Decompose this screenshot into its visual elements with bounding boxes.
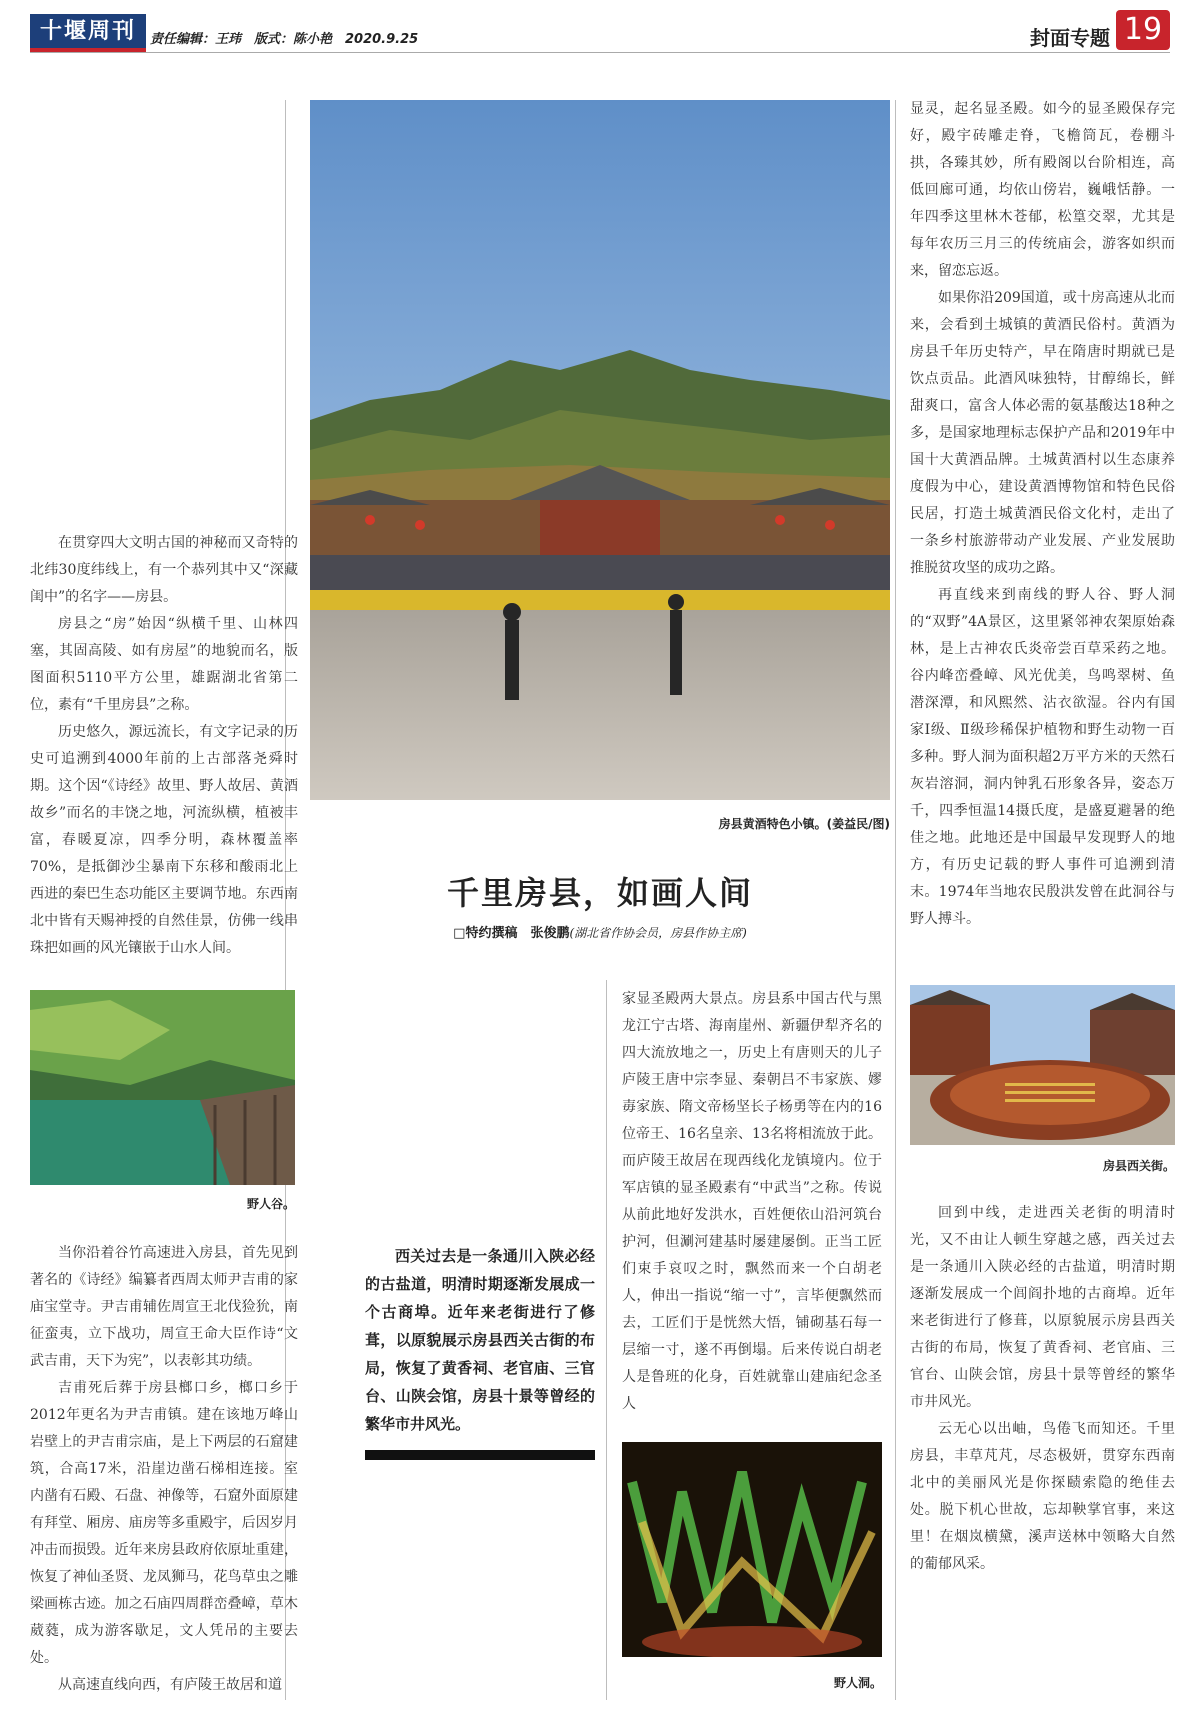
main-photo [310, 100, 890, 800]
paragraph: 历史悠久，源远流长，有文字记录的历史可追溯到4000年前的上古部落尧舜时期。这个因“《诗经》故里、野人故居、黄酒故乡”而名的丰饶之地，河流纵横，植被丰富，春暖夏凉，四季分明，森林覆盖率70%，是抵御沙尘暴南下东移和酸雨北上西进的秦巴生态功能区主要调节地。东西南北中皆有天赐神授的自然佳景，仿佛一线串珠把如画的风光镶嵌于山水人间。 [30, 724, 298, 956]
byline-affiliation: (湖北省作协会员，房县作协主席) [569, 926, 747, 940]
xiguan-photo [910, 985, 1175, 1145]
paragraph: 吉甫死后葬于房县榔口乡，榔口乡于2012年更名为尹吉甫镇。建在该地万峰山岩壁上的尹吉甫宗庙，是上下两层的石窟建筑，合高17米，沿崖边凿石梯相连接。室内凿有石殿、石盘、神像等，石窟外面原建有拜堂、厢房、庙房等多重殿宇，后因岁月冲击而损毁。近年来房县政府依原址重建，恢复了神仙圣贤、龙凤狮马，花鸟草虫之雕梁画栋古迹。加之石庙四周群峦叠嶂，草木葳蕤，成为游客歇足，文人凭吊的主要去处。 [30, 1380, 298, 1666]
xiguan-caption: 房县西关街。 [1102, 1159, 1175, 1173]
masthead-logo: 十堰周刊 [30, 14, 146, 53]
yerengu-photo [30, 990, 295, 1185]
right-column-top [910, 96, 1175, 933]
column-rule-2 [895, 100, 896, 1700]
header-rule [30, 52, 1170, 53]
paragraph: 云无心以出岫，鸟倦飞而知还。千里房县，丰草芃芃，尽态极妍，贯穿东西南北中的美丽风光是你探赜索隐的绝佳去处。脱下机心世故，忘却鞅掌官事，来这里！在烟岚横黛，溪声送林中领略大自然的葡郁风采。 [910, 1421, 1175, 1572]
main-photo-caption: 房县黄酒特色小镇。(姜益民/图) [718, 817, 890, 831]
pull-quote-bar [365, 1450, 595, 1460]
page-number: 19 [1116, 10, 1170, 50]
pull-quote-text: 西关过去是一条通川入陕必经的古盐道，明清时期逐渐发展成一个古商埠。近年来老街进行了修葺，以原貌展示房县西关古街的布局，恢复了黄香祠、老官庙、三官台、山陕会馆，房县十景等曾经的繁华市井风光。 [365, 1247, 595, 1433]
article-title: 千里房县，如画人间 [446, 874, 753, 912]
paragraph: 再直线来到南线的野人谷、野人洞的“双野”4A景区，这里紧邻神农架原始森林，是上古神农氏炎帝尝百草采药之地。谷内峰峦叠嶂、风光优美，鸟鸣翠树、鱼潜深潭，和风熙然、沾衣欲湿。谷内有国家Ⅰ级、Ⅱ级珍稀保护植物和野生动物一百多种。野人洞为面积超2万平方米的天然石灰岩溶洞，洞内钟乳石形象各异，姿态万千，四季恒温14摄氏度，是盛夏避暑的绝佳之地。此地还是中国最早发现野人的地方，有历史记载的野人事件可追溯到清末。1974年当地农民殷洪发曾在此洞谷与野人搏斗。 [910, 587, 1175, 927]
paragraph: 当你沿着谷竹高速进入房县，首先见到著名的《诗经》编纂者西周太师尹吉甫的家庙宝堂寺。尹吉甫辅佐周宣王北伐猃狁，南征蛮夷，立下战功，周宣王命大臣作诗“文武吉甫，天下为宪”，以表彰其功绩。 [30, 1245, 298, 1369]
yerengu-caption: 野人谷。 [246, 1197, 295, 1211]
section-title: 封面专题 [1030, 26, 1110, 50]
left-column-bottom [30, 1240, 298, 1699]
left-column-top [30, 530, 298, 962]
paragraph: 从高速直线向西，有庐陵王故居和道 [58, 1677, 282, 1693]
yerendong-photo [622, 1442, 882, 1657]
paragraph: 回到中线，走进西关老街的明清时光，又不由让人顿生穿越之感，西关过去是一条通川入陕必经的古盐道，明清时期逐渐发展成一个闾阎扑地的古商埠。近年来老街进行了修葺，以原貌展示房县西关古街的布局，恢复了黄香祠、老官庙、三官台、山陕会馆，房县十景等曾经的繁华市井风光。 [910, 1205, 1175, 1410]
byline-author: □特约撰稿 张俊鹏 [453, 926, 570, 941]
paragraph: 显灵，起名显圣殿。如今的显圣殿保存完好，殿宇砖雕走脊，飞檐筒瓦，卷棚斗拱，各臻其妙，所有殿阁以台阶相连，高低回廊可通，均依山傍岩，巍峨恬静。一年四季这里林木苍郁，松篁交翠，尤其是每年农历三月三的传统庙会，游客如织而来，留恋忘返。 [910, 101, 1175, 279]
paragraph: 在贯穿四大文明古国的神秘而又奇特的北纬30度纬线上，有一个恭列其中又“深藏闺中”的名字——房县。 [30, 535, 298, 605]
paragraph: 房县之“房”始因“纵横千里、山林四塞，其固高陵、如有房屋”的地貌而名，版图面积5110平方公里，雄踞湖北省第二位，素有“千里房县”之称。 [30, 616, 298, 713]
paragraph: 如果你沿209国道，或十房高速从北而来，会看到土城镇的黄酒民俗村。黄酒为房县千年历史特产，早在隋唐时期就已是饮点贡品。此酒风味独特，甘醇绵长，鲜甜爽口，富含人体必需的氨基酸达18种之多，是国家地理标志保护产品和2019年中国十大黄酒品牌。土城黄酒村以生态康养度假为中心，建设黄酒博物馆和特色民俗民居，打造土城黄酒民俗文化村，走出了一条乡村旅游带动产业发展、产业发展助推脱贫攻坚的成功之路。 [910, 290, 1175, 576]
editor-meta: 责任编辑：王玮 版式：陈小艳 2020.9.25 [150, 32, 419, 47]
pull-quote [365, 1242, 595, 1460]
right-column-bottom [910, 1200, 1175, 1578]
yerendong-caption: 野人洞。 [833, 1676, 882, 1690]
paragraph: 家显圣殿两大景点。房县系中国古代与黑龙江宁古塔、海南崖州、新疆伊犁齐名的四大流放地之一，历史上有唐则天的儿子庐陵王唐中宗李显、秦朝吕不韦家族、嫪毐家族、隋文帝杨坚长子杨勇等在内的16位帝王、16名皇亲、13名将相流放于此。而庐陵王故居在现西线化龙镇境内。位于军店镇的显圣殿素有“中武当”之称。传说从前此地好发洪水，百姓便依山沿河筑台护河，但涮河建基时屡建屡倒。正当工匠们束手哀叹之时，飘然而来一个白胡老人，伸出一指说“缩一寸”，言毕便飘然而去，工匠们于是恍然大悟，铺砌基石每一层缩一寸，遂不再倒塌。后来传说白胡老人是鲁班的化身，百姓就靠山建庙纪念圣人 [622, 991, 882, 1412]
article-byline [310, 922, 890, 941]
middle-column [622, 986, 882, 1418]
column-rule-3 [606, 980, 607, 1700]
